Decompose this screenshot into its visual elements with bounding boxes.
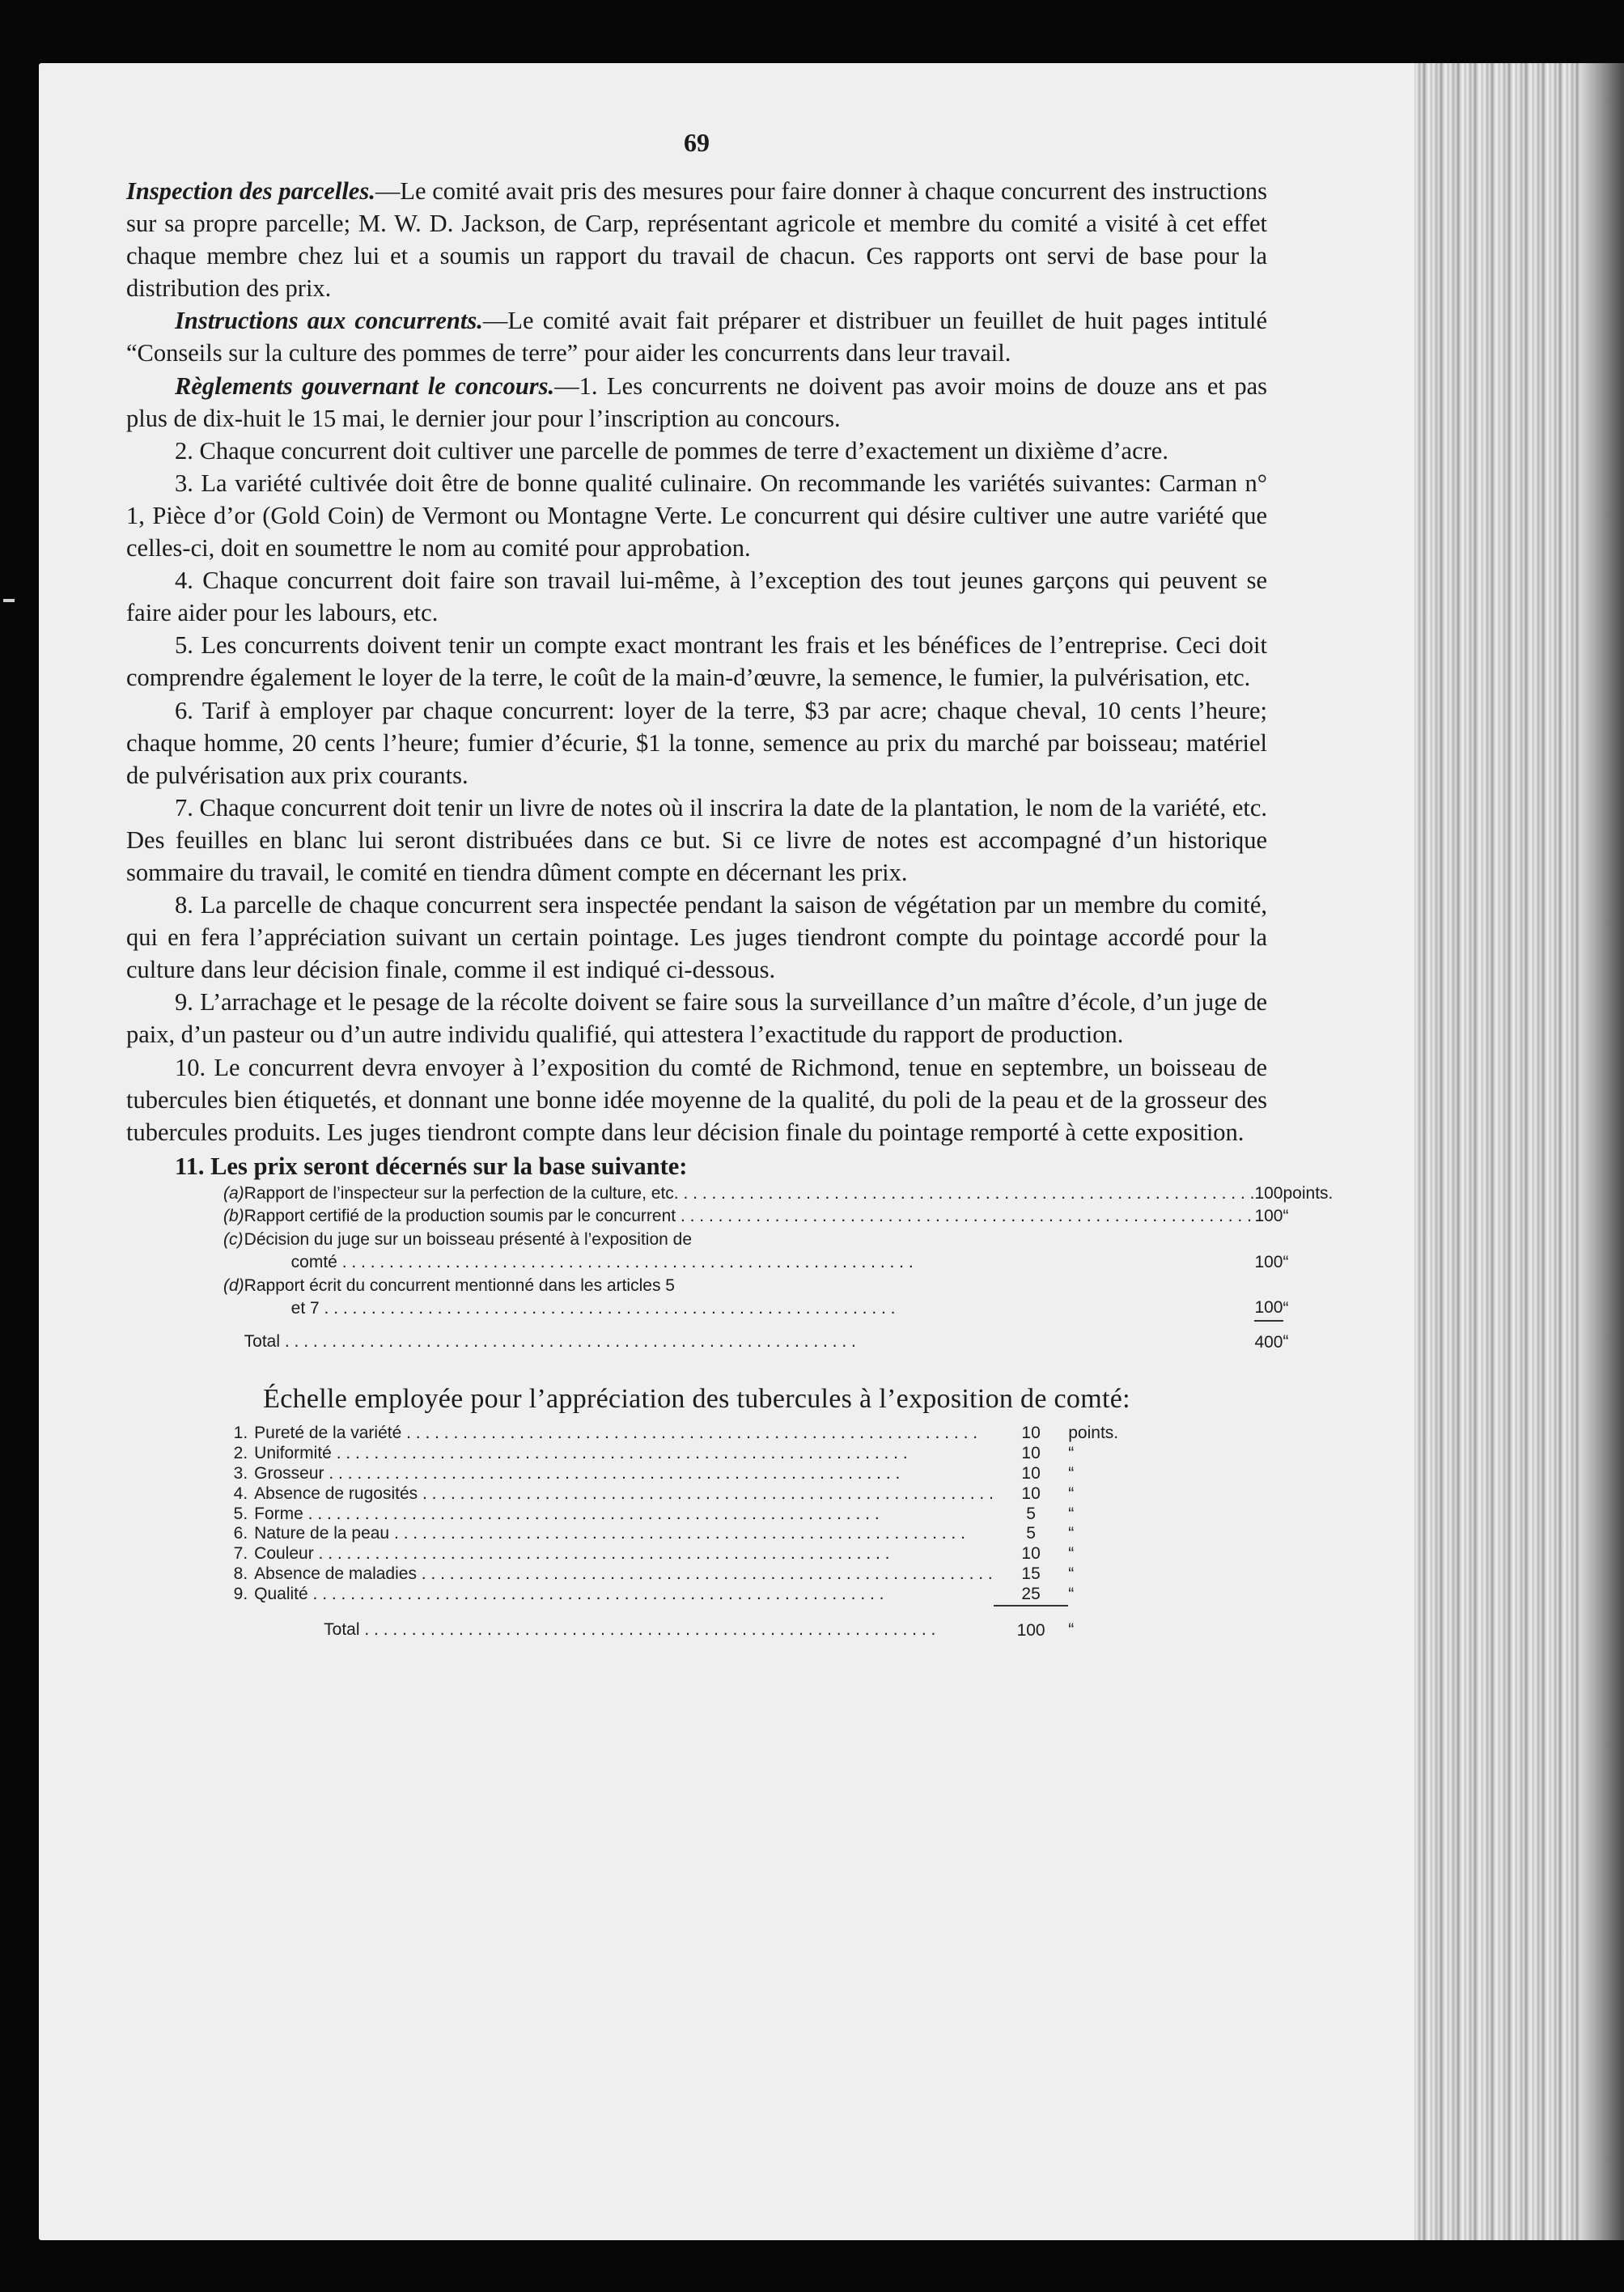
paragraph bbox=[126, 467, 1267, 564]
criteria-unit: “ bbox=[1283, 1299, 1289, 1318]
paragraph-text: —Le comité avait fait préparer et distribuer un feuillet de huit pages intitulé “Conseils sur la culture des pommes de terre” pour aider les concurrents dans leur travail. bbox=[126, 307, 1268, 367]
scale-row bbox=[219, 1505, 1174, 1525]
scale-points: 10 bbox=[1021, 1483, 1041, 1503]
criteria-points: 100 bbox=[1254, 1253, 1283, 1272]
criteria-label: Décision du juge sur un boisseau présenté à l’exposition de bbox=[244, 1229, 693, 1249]
scale-table bbox=[219, 1424, 1174, 1640]
criteria-key: (d) bbox=[223, 1275, 244, 1295]
scale-points: 10 bbox=[1021, 1544, 1041, 1564]
scale-number: 1. bbox=[233, 1424, 248, 1443]
scale-number: 4. bbox=[233, 1483, 248, 1503]
paragraph-text: 10. Le concurrent devra envoyer à l’exposition du comté de Richmond, tenue en septembre, un boisseau de tubercules bien étiquetés, et donnant une bonne idée moyenne de la qualité, du poli de la peau et de la grosseur des tubercules produits. Les juges tiendront compte dans leur décision finale du pointage remporté à cette exposition. bbox=[126, 1053, 1267, 1146]
paragraph-text: —1. Les concurrents ne doivent pas avoir moins de douze ans et pas plus de dix-huit le 15 mai, le dernier jour pour l’inscription au concours. bbox=[126, 371, 1267, 432]
paragraph bbox=[126, 1051, 1267, 1148]
scale-row bbox=[219, 1444, 1174, 1464]
criteria-label: Rapport écrit du concurrent mentionné dans les articles 5 bbox=[244, 1275, 675, 1295]
criteria-label-cell bbox=[244, 1229, 1255, 1275]
criteria-label: Rapport de l’inspecteur sur la perfection de la culture, etc. . . . bbox=[244, 1182, 1255, 1206]
scale-title: Échelle employée pour l’appréciation des tubercules à l’exposition de comté: bbox=[263, 1384, 1130, 1415]
paragraph-lead: Inspection des parcelles. bbox=[126, 177, 375, 205]
criteria-total-unit: “ bbox=[1283, 1331, 1289, 1351]
scale-unit: “ bbox=[1068, 1524, 1075, 1543]
paragraph-list bbox=[126, 175, 1267, 1148]
paragraph bbox=[126, 175, 1267, 304]
scale-label: Absence de rugosités . . . bbox=[254, 1484, 994, 1505]
paragraph bbox=[126, 792, 1267, 889]
criteria-total-points: 400 bbox=[1254, 1321, 1283, 1355]
scale-total-row bbox=[219, 1606, 1174, 1641]
scale-label-cell bbox=[254, 1544, 994, 1564]
criteria-label-cell bbox=[244, 1182, 1255, 1206]
scale-label-cell bbox=[254, 1585, 994, 1606]
scale-label-cell bbox=[254, 1524, 994, 1544]
criteria-row bbox=[223, 1182, 1333, 1206]
scale-unit: “ bbox=[1068, 1564, 1075, 1583]
scale-points: 5 bbox=[1026, 1504, 1036, 1523]
scale-number: 2. bbox=[233, 1444, 248, 1463]
scale-number: 5. bbox=[233, 1504, 248, 1523]
scale-row bbox=[219, 1424, 1174, 1444]
criteria-unit: points. bbox=[1283, 1183, 1334, 1203]
paragraph-text: 8. La parcelle de chaque concurrent sera inspectée pendant la saison de végétation par un membre du comité, qui en fera l’appréciation suivant un certain pointage. Les juges tiendront compte du pointage accordé pour la culture dans leur décision finale, comme il est indiqué ci-dessous. bbox=[126, 891, 1267, 984]
criteria-points: 100 bbox=[1254, 1298, 1283, 1318]
criteria-unit: “ bbox=[1283, 1207, 1289, 1226]
paragraph-lead: Règlements gouvernant le concours. bbox=[175, 371, 555, 400]
scale-label-cell bbox=[254, 1564, 994, 1585]
scale-label-cell bbox=[254, 1505, 994, 1525]
paragraph bbox=[126, 629, 1267, 694]
scale-label: Grosseur . . . bbox=[254, 1464, 994, 1484]
scale-row bbox=[219, 1544, 1174, 1564]
scale-label: Uniformité . . . bbox=[254, 1444, 994, 1464]
scale-label: Qualité . . . bbox=[254, 1585, 994, 1605]
scale-points: 10 bbox=[1021, 1444, 1041, 1463]
criteria-total-row bbox=[223, 1321, 1333, 1355]
criteria-points: 100 bbox=[1254, 1183, 1283, 1203]
scale-row bbox=[219, 1464, 1174, 1484]
page-body bbox=[126, 128, 1334, 1640]
criteria-table bbox=[223, 1182, 1333, 1355]
scale-points: 15 bbox=[1021, 1564, 1041, 1583]
scale-label: Pureté de la variété . . . bbox=[254, 1424, 994, 1444]
criteria-row bbox=[223, 1275, 1333, 1321]
scale-label: Nature de la peau . . . bbox=[254, 1524, 994, 1544]
scale-label-cell bbox=[254, 1484, 994, 1505]
scale-points: 25 bbox=[1021, 1584, 1041, 1603]
paragraph bbox=[126, 304, 1267, 369]
criteria-key: (b) bbox=[223, 1207, 244, 1226]
criteria-label: Rapport certifié de la production soumis par le concurrent . . . bbox=[244, 1205, 1255, 1229]
scale-row bbox=[219, 1564, 1174, 1585]
scale-number: 6. bbox=[233, 1524, 248, 1543]
criteria-key: (c) bbox=[223, 1229, 244, 1249]
criteria-total-label: Total . . . bbox=[244, 1331, 1255, 1354]
paragraph-text: —Le comité avait pris des mesures pour faire donner à chaque concurrent des instructions sur sa propre parcelle; M. W. D. Jackson, de Carp, représentant agricole et membre du comité a visité à cet effet chaque membre chez lui et a soumis un rapport du travail de chacun. Ces rapports ont servi de base pour la distribution des prix. bbox=[126, 177, 1267, 303]
scale-number: 7. bbox=[233, 1544, 248, 1564]
paragraph-text: 2. Chaque concurrent doit cultiver une parcelle de pommes de terre d’exactement un dixième d’acre. bbox=[175, 436, 1168, 465]
scale-total-points: 100 bbox=[994, 1606, 1068, 1641]
scale-unit: points. bbox=[1068, 1424, 1119, 1443]
page-number: 69 bbox=[684, 128, 710, 157]
scale-number: 3. bbox=[233, 1464, 248, 1483]
scale-unit: “ bbox=[1068, 1483, 1075, 1503]
criteria-label-cell bbox=[244, 1205, 1255, 1229]
scale-row bbox=[219, 1484, 1174, 1505]
criteria-label-cell bbox=[244, 1275, 1255, 1321]
scale-number: 8. bbox=[233, 1564, 248, 1583]
margin-mark bbox=[3, 599, 15, 602]
scale-label: Forme . . . bbox=[254, 1505, 994, 1525]
criteria-key: (a) bbox=[223, 1183, 244, 1203]
scale-unit: “ bbox=[1068, 1584, 1075, 1603]
scale-label-cell bbox=[254, 1424, 994, 1444]
paragraph-lead: Instructions aux concurrents. bbox=[175, 307, 483, 335]
criteria-label-continued: comté . . . bbox=[244, 1251, 1255, 1275]
paragraph bbox=[126, 435, 1267, 467]
paragraph-text: 6. Tarif à employer par chaque concurrent: loyer de la terre, $3 par acre; chaque cheval, 10 cents l’heure; chaque homme, 20 cents l’heure; fumier d’écurie, $1 la tonne, semence au prix du marché par boisseau; matériel de pulvérisation aux prix courants. bbox=[126, 696, 1267, 789]
scale-total-label: Total . . . bbox=[254, 1620, 994, 1640]
paragraph-text: 5. Les concurrents doivent tenir un compte exact montrant les frais et les bénéfices de l’entreprise. Ceci doit comprendre également le loyer de la terre, le coût de la main-d’œuvre, la semence, le fumier, la pulvérisation, etc. bbox=[126, 631, 1267, 692]
paragraph bbox=[126, 694, 1267, 792]
scale-total-unit: “ bbox=[1068, 1619, 1075, 1639]
paragraph bbox=[126, 889, 1267, 986]
scale-label: Absence de maladies . . . bbox=[254, 1564, 994, 1585]
scale-unit: “ bbox=[1068, 1504, 1075, 1523]
paragraph bbox=[126, 564, 1267, 629]
criteria-points: 100 bbox=[1254, 1207, 1283, 1226]
rule-11-intro: 11. Les prix seront décernés sur la base suivante: bbox=[175, 1152, 688, 1180]
scale-row bbox=[219, 1585, 1174, 1606]
paragraph-text: 9. L’arrachage et le pesage de la récolte doivent se faire sous la surveillance d’un maître d’école, d’un juge de paix, d’un pasteur ou d’un autre individu qualifié, qui attestera l’exactitude du rapport de production. bbox=[126, 988, 1267, 1049]
page-edge-shadow bbox=[1580, 63, 1624, 2240]
paragraph bbox=[126, 986, 1267, 1050]
scale-unit: “ bbox=[1068, 1464, 1075, 1483]
paragraph-text: 4. Chaque concurrent doit faire son travail lui-même, à l’exception des tout jeunes garçons qui peuvent se faire aider pour les labours, etc. bbox=[126, 567, 1267, 627]
paragraph bbox=[126, 370, 1267, 435]
scale-row bbox=[219, 1524, 1174, 1544]
scale-unit: “ bbox=[1068, 1544, 1075, 1564]
scale-points: 10 bbox=[1021, 1464, 1041, 1483]
scale-label-cell bbox=[254, 1464, 994, 1484]
paragraph-text: 7. Chaque concurrent doit tenir un livre de notes où il inscrira la date de la plantation, le nom de la variété, etc. Des feuilles en blanc lui seront distribuées dans ce but. Si ce livre de notes est accompagné d’un historique sommaire du travail, le comité en tiendra dûment compte en décernant les prix. bbox=[126, 793, 1267, 886]
scale-label: Couleur . . . bbox=[254, 1544, 994, 1564]
criteria-row bbox=[223, 1205, 1333, 1229]
scale-points: 10 bbox=[1021, 1424, 1041, 1443]
scale-label-cell bbox=[254, 1444, 994, 1464]
criteria-unit: “ bbox=[1283, 1253, 1289, 1272]
paragraph-text: 3. La variété cultivée doit être de bonne qualité culinaire. On recommande les variétés suivantes: Carman n° 1, Pièce d’or (Gold Coin) de Vermont ou Montagne Verte. Le concurrent qui désire cultiver une autre variété que celles-ci, doit en soumettre le nom au comité pour approbation. bbox=[126, 469, 1267, 562]
criteria-label-continued: et 7 . . . bbox=[244, 1297, 1255, 1321]
scale-unit: “ bbox=[1068, 1444, 1075, 1463]
scale-points: 5 bbox=[1026, 1524, 1036, 1543]
scale-number: 9. bbox=[233, 1584, 248, 1603]
scanned-page bbox=[39, 63, 1592, 2240]
criteria-row bbox=[223, 1229, 1333, 1275]
